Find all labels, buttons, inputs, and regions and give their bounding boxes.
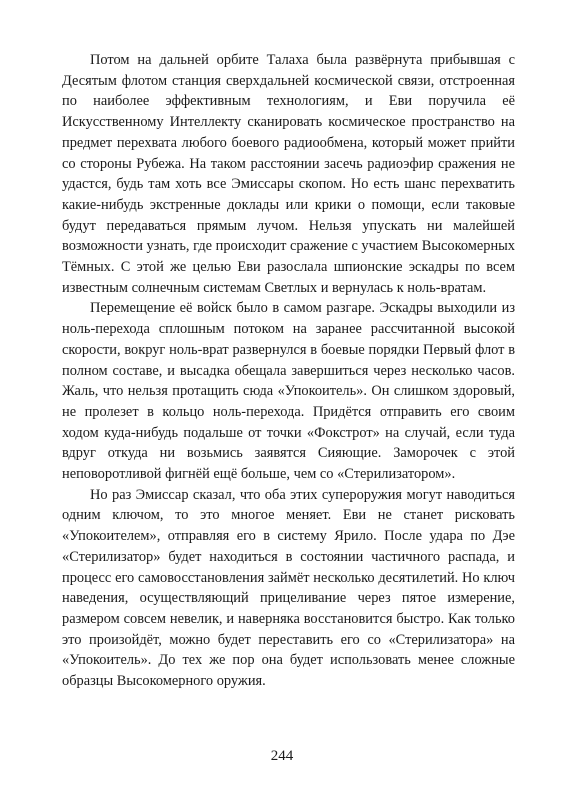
paragraph: Перемещение её войск было в самом разгаре. Эскадры выходили из ноль-перехода сплошным потоком на заранее рассчитанной высокой скорости, вокруг ноль-врат развернулся в боевые порядки Первый флот в полном составе, и высадка обещала завершиться через несколько часов. Жаль, что нельзя протащить сюда «Упокоитель». Он слишком здоровый, не пролезет в кольцо ноль-перехода. Придётся отправить его своим ходом куда-нибудь подальше от точки «Фокстрот» на случай, если туда вдруг откуда ни возьмись заявятся Сияющие. Заморочек с этой неповоротливой фигнёй ещё больше, чем со «Стерилизатором». <box>62 300 515 483</box>
paragraph: Потом на дальней орбите Талаха была развёрнута прибывшая с Десятым флотом станция сверхдальней космической связи, отстроенная по наиболее эффективным технологиям, и Еви поручила её Искусственному Интеллекту сканировать космическое пространство на предмет перехвата любого боевого радиообмена, который может прийти со стороны Рубежа. На таком расстоянии засечь радиоэфир сражения не удастся, будь там хоть все Эмиссары скопом. Но есть шанс перехватить какие-нибудь экстренные доклады или крики о помощи, если таковые будут передаваться прямым лучом. Нельзя упускать ни малейшей возможности узнать, где происходит сражение с участием Высокомерных Тёмных. С этой же целью Еви разослала шпионские эскадры по всем известным солнечным системам Светлых и вернулась к ноль-вратам. <box>62 52 516 296</box>
body-text <box>62 50 515 692</box>
paragraph: Но раз Эмиссар сказал, что оба этих супероружия могут наводиться одним ключом, то это многое меняет. Еви не станет рисковать «Упокоителем», отправляя его в систему Ярило. После удара по Дэе «Стерилизатор» будет находиться в состоянии частичного распада, и процесс его самовосстановления займёт несколько десятилетий. Но ключ наведения, осуществляющий прицеливание через пятое измерение, размером совсем невелик, и наверняка восстановится быстро. Как только это произойдёт, можно будет переставить его со «Стерилизатора» на «Упокоитель». До тех же пор она будет использовать менее сложные образцы Высокомерного оружия. <box>62 486 515 690</box>
page-number: 244 <box>270 748 294 764</box>
